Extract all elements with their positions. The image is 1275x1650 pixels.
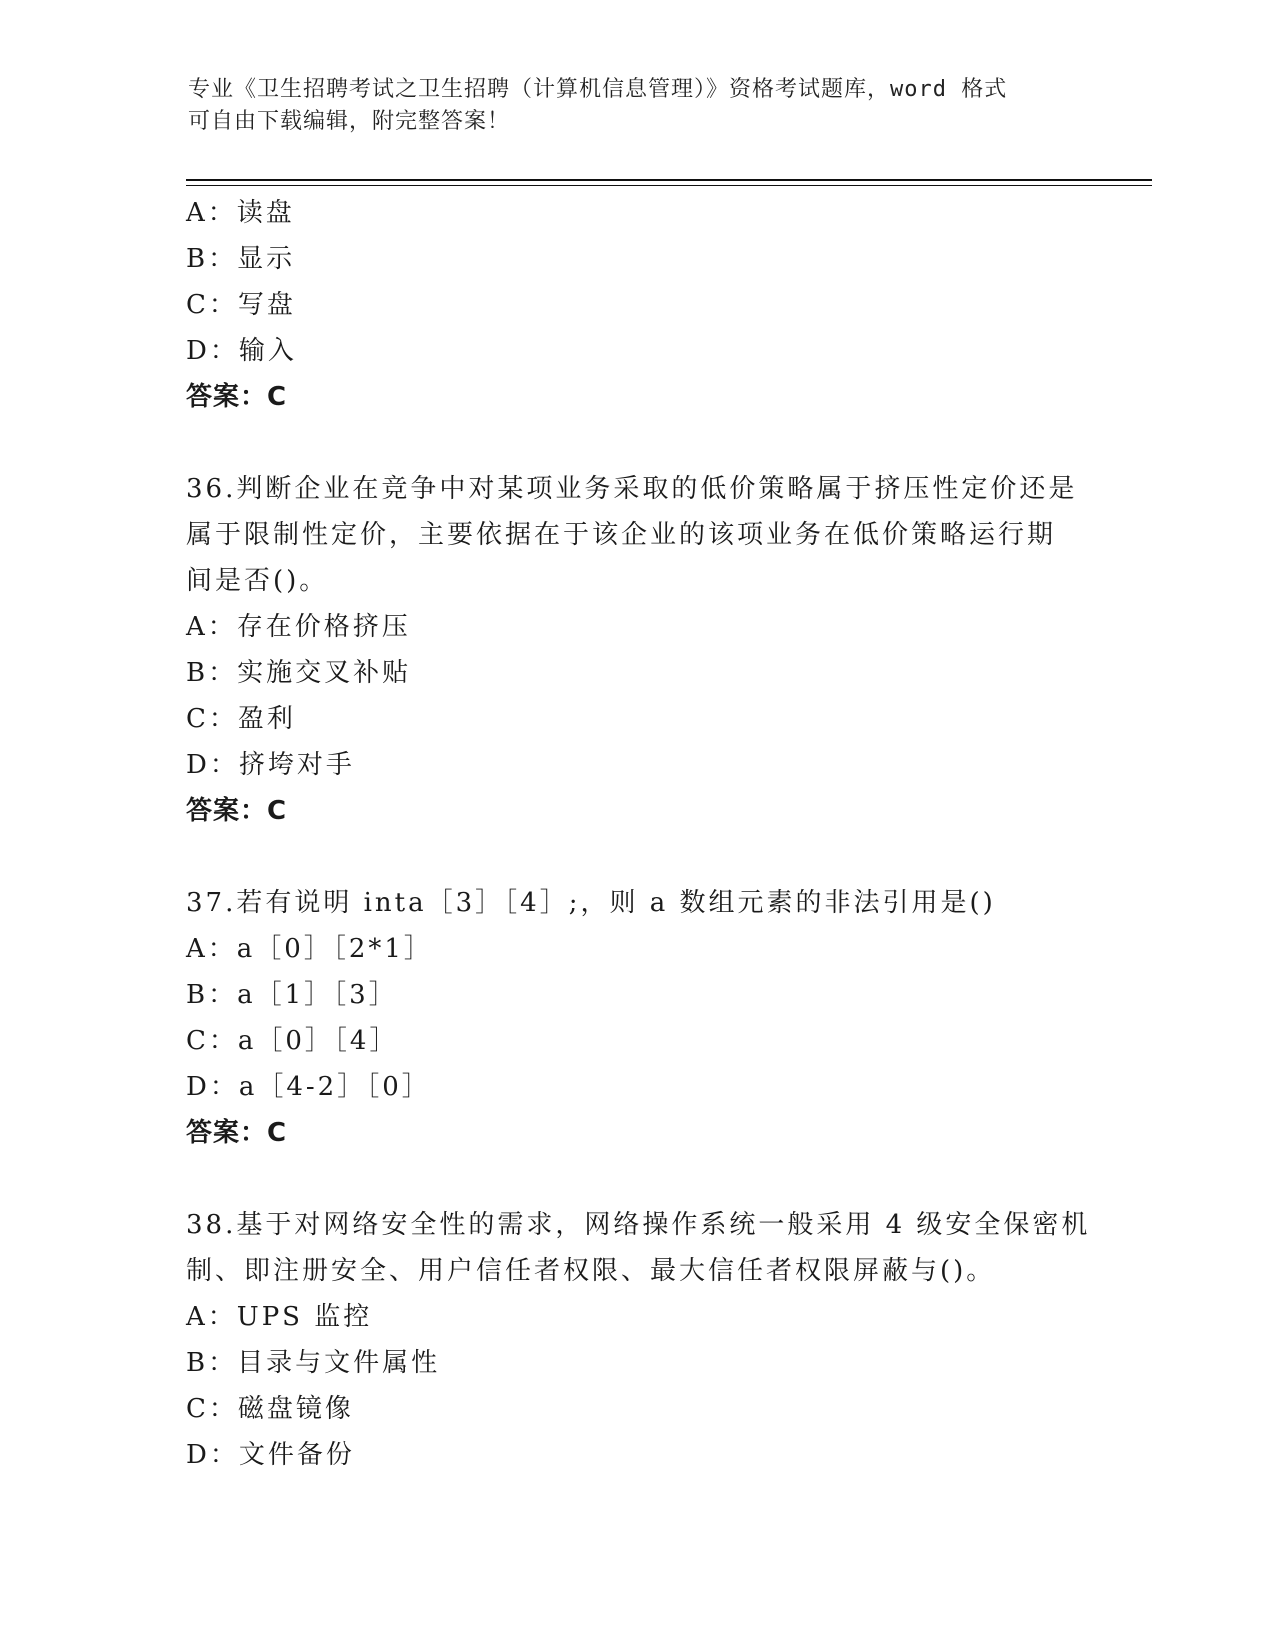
question-text-line: 38.基于对网络安全性的需求，网络操作系统一般采用 4 级安全保密机 <box>186 1210 1091 1240</box>
question-text-line: 制、即注册安全、用户信任者权限、最大信任者权限屏蔽与()。 <box>186 1256 996 1286</box>
question-38 <box>186 1202 1091 1478</box>
question-text-line: 37.若有说明 inta［3］［4］;，则 a 数组元素的非法引用是() <box>186 888 996 918</box>
option-a: A：存在价格挤压 <box>186 612 411 642</box>
question-36 <box>186 466 1086 834</box>
option-b: B：实施交叉补贴 <box>186 658 412 688</box>
option-c: C：写盘 <box>186 290 296 320</box>
option-d: D：输入 <box>186 336 297 366</box>
option-b: B：目录与文件属性 <box>186 1348 441 1378</box>
header-divider-thin <box>186 185 1152 186</box>
option-d: D：文件备份 <box>186 1440 355 1470</box>
option-c: C：磁盘镜像 <box>186 1394 354 1424</box>
option-d: D：a［4-2］［0］ <box>186 1072 431 1102</box>
question-list <box>186 190 1091 1478</box>
header-divider <box>186 179 1152 181</box>
answer-line: 答案：C <box>186 1118 288 1148</box>
option-a: A：读盘 <box>186 198 295 228</box>
option-a: A：a［0］［2*1］ <box>186 934 433 964</box>
question-text-line: 36.判断企业在竞争中对某项业务采取的低价策略属于挤压性定价还是 <box>186 474 1078 504</box>
option-b: B：显示 <box>186 244 296 274</box>
question-text-line: 属于限制性定价，主要依据在于该企业的该项业务在低价策略运行期 <box>186 520 1057 550</box>
document-header <box>188 74 1088 138</box>
option-c: C：a［0］［4］ <box>186 1026 399 1056</box>
question-text-line: 间是否()。 <box>186 566 329 596</box>
answer-line: 答案：C <box>186 796 288 826</box>
header-line-1: 专业《卫生招聘考试之卫生招聘（计算机信息管理）》资格考试题库，word 格式 <box>188 77 1008 102</box>
option-c: C：盈利 <box>186 704 296 734</box>
question-37 <box>186 880 1086 1156</box>
answer-line: 答案：C <box>186 382 288 412</box>
question-35 <box>186 190 1086 420</box>
option-b: B：a［1］［3］ <box>186 980 398 1010</box>
option-d: D：挤垮对手 <box>186 750 355 780</box>
header-line-2: 可自由下载编辑，附完整答案！ <box>188 109 511 134</box>
option-a: A：UPS 监控 <box>186 1302 373 1332</box>
